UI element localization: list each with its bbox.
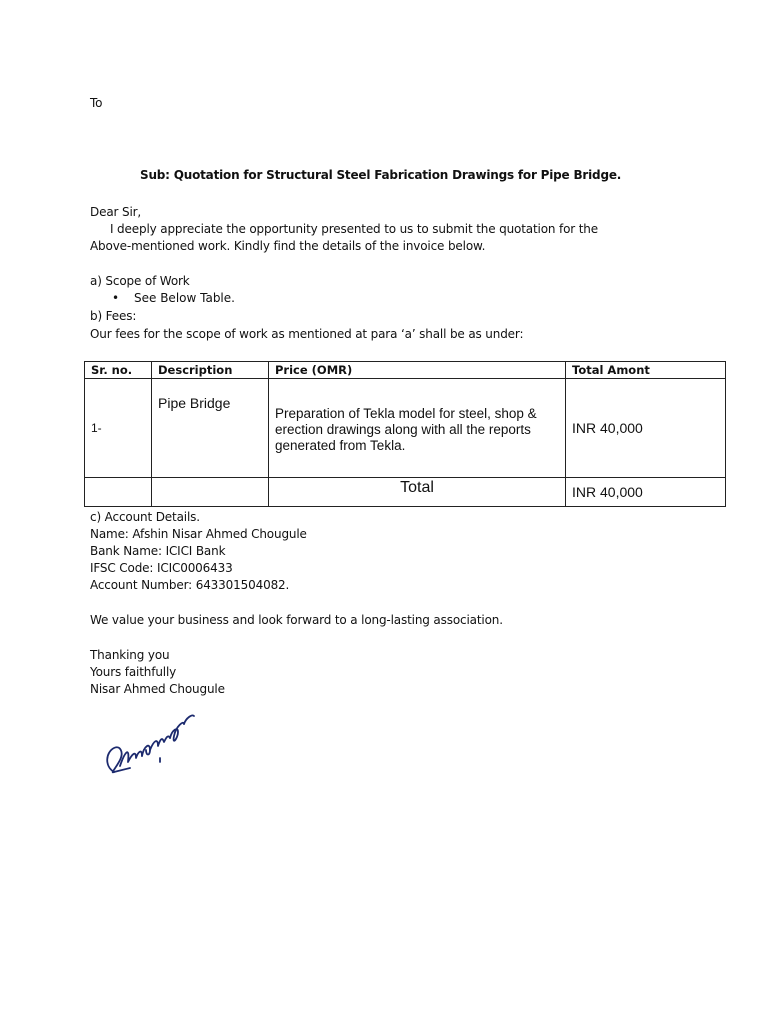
table-total-row [85, 478, 726, 507]
account-number: Account Number: 643301504082. [90, 578, 290, 592]
cell-empty-sr [85, 478, 152, 507]
price-line-2: erection drawings along with all the reports [275, 422, 531, 437]
table-header-row [85, 362, 726, 379]
scope-bullet-item [112, 290, 235, 307]
ifsc-code: IFSC Code: ICIC0006433 [90, 561, 233, 575]
account-heading: c) Account Details. [90, 510, 200, 524]
cell-price [269, 379, 566, 478]
bullet-icon: • [112, 291, 120, 305]
fees-text: Our fees for the scope of work as mentioned at para ‘a’ shall be as under: [90, 327, 524, 341]
cell-total-amount: INR 40,000 [566, 379, 726, 478]
cell-description: Pipe Bridge [152, 379, 269, 478]
header-sr-no: Sr. no. [85, 362, 152, 379]
account-name: Name: Afshin Nisar Ahmed Chougule [90, 527, 307, 541]
fees-heading: b) Fees: [90, 309, 137, 323]
price-line-1: Preparation of Tekla model for steel, shop & [275, 406, 537, 421]
header-total-amount: Total Amont [566, 362, 726, 379]
table-row [85, 379, 726, 478]
header-description: Description [152, 362, 269, 379]
salutation: Dear Sir, [90, 205, 142, 219]
scope-heading: a) Scope of Work [90, 274, 190, 288]
closing-value-line: We value your business and look forward to a long-lasting association. [90, 613, 503, 627]
recipient-to: To [90, 96, 103, 110]
total-amount: INR 40,000 [566, 478, 726, 507]
handwritten-signature [100, 700, 200, 782]
price-line-3: generated from Tekla. [275, 438, 406, 453]
scope-bullet-text: See Below Table. [134, 291, 235, 305]
total-label: Total [269, 478, 566, 507]
subject-line: Sub: Quotation for Structural Steel Fabrication Drawings for Pipe Bridge. [140, 168, 622, 182]
header-price: Price (OMR) [269, 362, 566, 379]
signatory-name: Nisar Ahmed Chougule [90, 682, 225, 696]
thanking-line: Thanking you [90, 648, 170, 662]
yours-faithfully: Yours faithfully [90, 665, 177, 679]
fees-table [84, 361, 726, 507]
intro-line-1: I deeply appreciate the opportunity presented to us to submit the quotation for the [110, 222, 598, 236]
cell-sr-no: 1- [85, 379, 152, 478]
bank-name: Bank Name: ICICI Bank [90, 544, 226, 558]
cell-empty-desc [152, 478, 269, 507]
intro-line-2: Above-mentioned work. Kindly find the details of the invoice below. [90, 239, 486, 253]
